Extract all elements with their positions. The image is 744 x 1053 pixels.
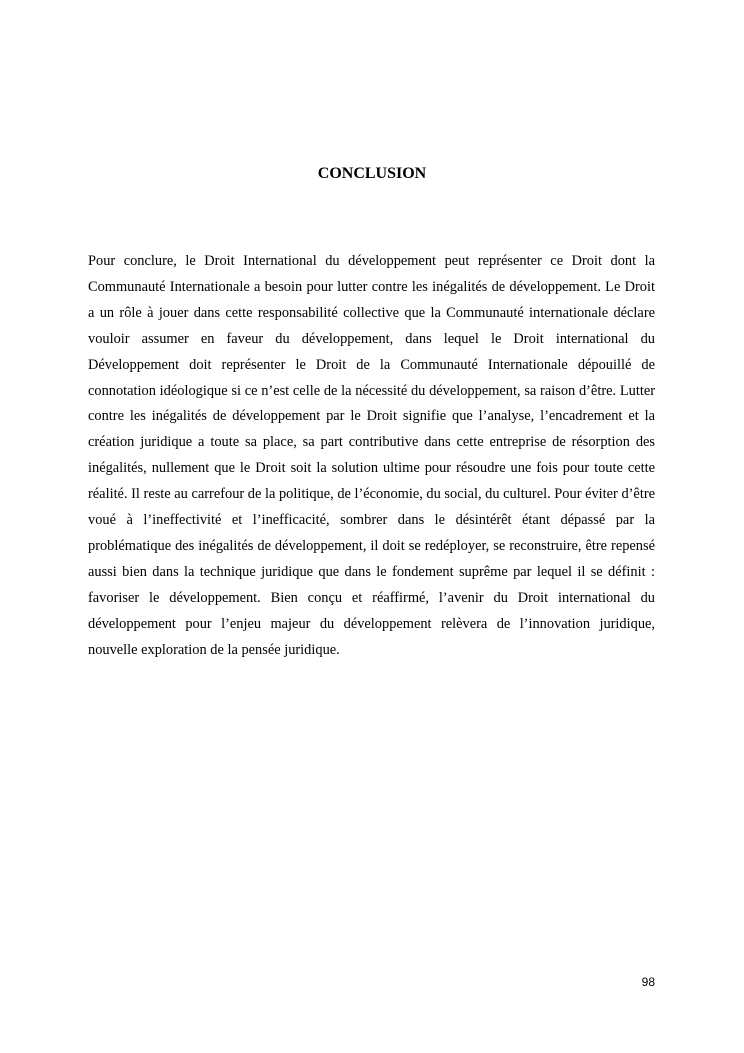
page-title: CONCLUSION	[317, 165, 427, 182]
page-number: 98	[641, 975, 655, 989]
body-paragraph: Pour conclure, le Droit International du développement peut représenter ce Droit dont la Communauté Internationale a besoin pour lutter contre les inégalités de développement. Le Droit a un rôle à jouer dans cette responsabilité collective que la Communauté internationale déclare vouloir assumer en faveur du développement, dans lequel le Droit international du Développement doit représenter le Droit de la Communauté Internationale dépouillé de connotation idéologique si ce n’est celle de la nécessité du développement, sa raison d’être. Lutter contre les inégalités de développement par le Droit signifie que l’analyse, l’encadrement et la création juridique a toute sa place, sa part contributive dans cette entreprise de résorption des inégalités, nullement que le Droit soit la solution ultime pour résoudre une fois pour toute cette réalité. Il reste au carrefour de la politique, de l’économie, du social, du culturel. Pour éviter d’être voué à l’ineffectivité et l’inefficacité, sombrer dans le désintérêt étant dépassé par la problématique des inégalités de développement, il doit se redéployer, se reconstruire, être repensé aussi bien dans la technique juridique que dans le fondement suprême par lequel il se définit : favoriser le développement. Bien conçu et réaffirmé, l’avenir du Droit international du développement pour l’enjeu majeur du développement relèvera de l’innovation juridique, nouvelle exploration de la pensée juridique.	[88, 253, 655, 658]
